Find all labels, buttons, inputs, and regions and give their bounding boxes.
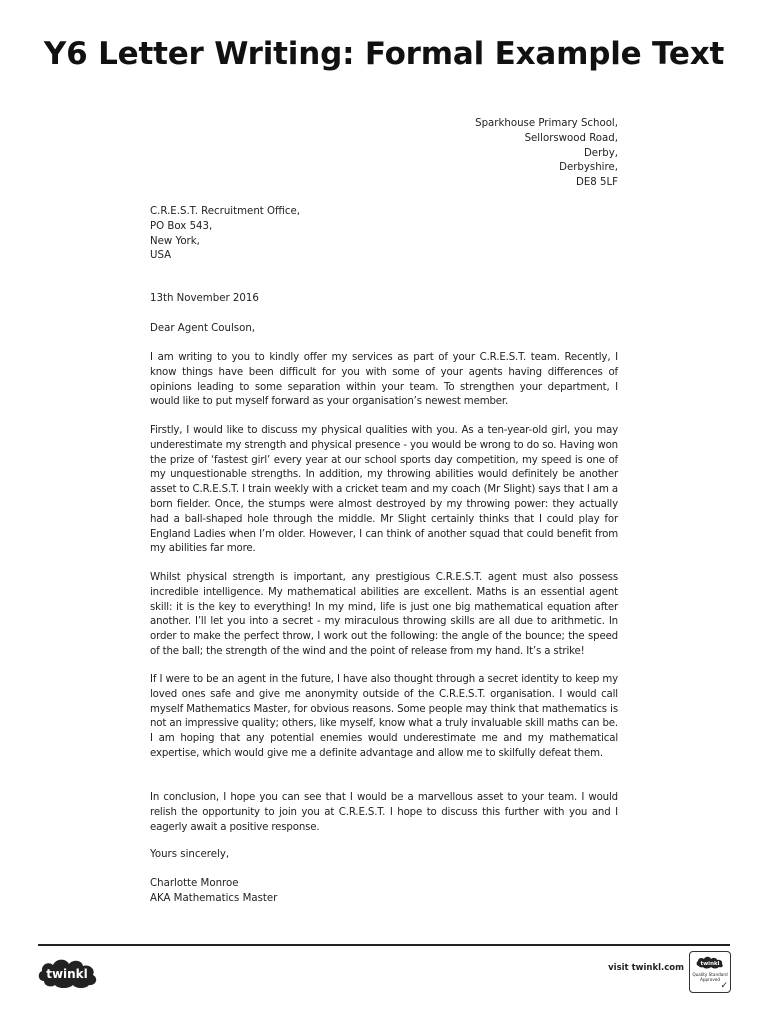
footer-url-link[interactable]: visit twinkl.com (608, 963, 684, 973)
checkmark-icon: ✓ (720, 981, 728, 991)
body-paragraph: Whilst physical strength is important, any prestigious C.R.E.S.T. agent must also possess incredible intelligence. My mathematical abilities are excellent. Maths is an essential agent skill: it is the key to everything! In my mind, life is just one big mathematical equation after another. I’ll let you into a secret - my miraculous throwing skills are all due to arithmetic. In order to make the perfect throw, I work out the following: the angle of the bounce; the speed of the ball; the strength of the wind and the point of release from my hand. It’s a strike! (150, 572, 618, 657)
letter-greeting: Dear Agent Coulson, (150, 323, 256, 334)
sender-address (475, 117, 618, 191)
logo-text: twinkl (46, 967, 88, 981)
sender-address-line: DE8 5LF (575, 177, 618, 189)
recipient-address-line: New York, (150, 235, 200, 247)
badge-text: Quality Standard Approved (692, 972, 728, 982)
letter-date: 13th November 2016 (150, 293, 259, 304)
body-paragraph: If I were to be an agent in the future, I have also thought through a secret identity to keep my loved ones safe and give me anonymity outside of the C.R.E.S.T. organisation. I would call myself Mathematics Master, for obvious reasons. Some people may think that mathematics is not an impressive quality; others, like myself, know what a truly invaluable skill maths can be. I am hoping that any potential enemies would underestimate me and my mathematical expertise, which would give me a definite advantage and allow me to skilfully defeat them. (150, 674, 618, 759)
footer-divider (38, 944, 730, 946)
signer-alias: AKA Mathematics Master (150, 892, 278, 904)
recipient-address (150, 205, 618, 264)
twinkl-logo[interactable] (36, 955, 100, 989)
recipient-address-line: USA (150, 250, 172, 262)
recipient-address-line: PO Box 543, (150, 220, 213, 232)
body-paragraph: Firstly, I would like to discuss my physical qualities with you. As a ten-year-old girl, you may underestimate my strength and physical presence - you would be wrong to do so. Having won the prize of ‘fastest girl’ every year at our school sports day competition, my speed is one of my unquestionable strengths. In addition, my throwing abilities would definitely be another asset to C.R.E.S.T. I train weekly with a cricket team and my coach (Mr Slight) says that I am a born fielder. Once, the stumps were almost destroyed by my throwing power: they actually had a ball-shaped hole through the middle. Mr Slight certainly thinks that I could play for England Ladies when I’m older. However, I can think of another squad that could benefit from my abilities far more. (150, 425, 618, 555)
letter-closing: Yours sincerely, (150, 849, 230, 860)
recipient-address-line: C.R.E.S.T. Recruitment Office, (150, 206, 300, 217)
signature-block (150, 877, 618, 907)
svg-text:twinkl: twinkl (700, 961, 720, 967)
quality-badge (689, 951, 731, 993)
body-paragraph: I am writing to you to kindly offer my services as part of your C.R.E.S.T. team. Recently, I know things have been difficult for you with some of your agents having differences of opinions leading to some separation within your team. To strengthen your department, I would like to put myself forward as your organisation’s newest member. (150, 352, 618, 408)
badge-logo-icon (695, 955, 725, 969)
sender-address-line: Sellorswood Road, (524, 132, 618, 144)
page-title: Y6 Letter Writing: Formal Example Text (43, 36, 725, 72)
signer-name: Charlotte Monroe (150, 878, 239, 889)
sender-address-line: Derby, (583, 147, 618, 159)
sender-address-line: Sparkhouse Primary School, (475, 118, 618, 129)
sender-address-line: Derbyshire, (559, 162, 618, 174)
body-paragraph: In conclusion, I hope you can see that I would be a marvellous asset to your team. I would relish the opportunity to join you at C.R.E.S.T. I hope to discuss this further with you and I eagerly await a positive response. (150, 792, 618, 833)
